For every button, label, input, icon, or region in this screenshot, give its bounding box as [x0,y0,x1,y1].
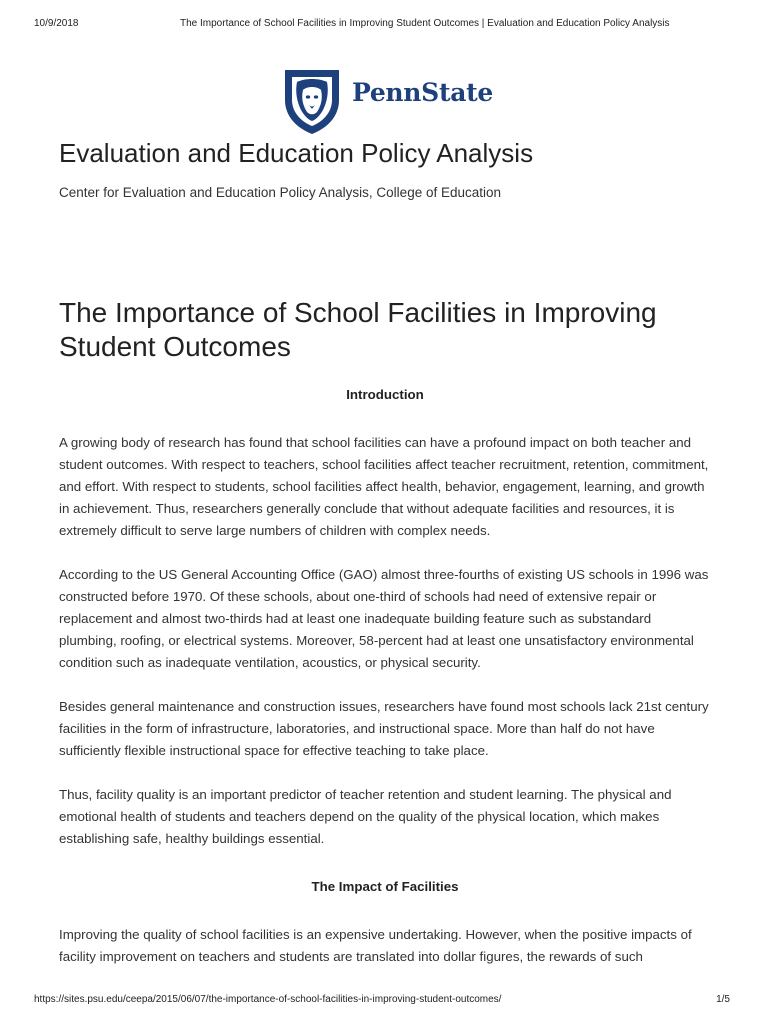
pennstate-logo[interactable] [283,68,513,136]
paragraph: Thus, facility quality is an important predictor of teacher retention and student learning. The physical and emotional health of students and teachers depend on the quality of the physical location, which makes establishing safe, healthy buildings essential. [59,787,672,846]
section-heading-impact: The Impact of Facilities [311,879,459,894]
pennstate-wordmark: PennState [352,78,493,107]
print-footer [34,994,734,1008]
article-body [59,380,711,990]
print-url: https://sites.psu.edu/ceepa/2015/06/07/the-importance-of-school-facilities-in-improving-student-outcomes/ [34,994,502,1005]
paragraph: Improving the quality of school facilities is an expensive undertaking. However, when the positive impacts of facility improvement on teachers and students are translated into dollar figures, the rewards of such [59,927,692,964]
paragraph: According to the US General Accounting Office (GAO) almost three-fourths of existing US schools in 1996 was constructed before 1970. Of these schools, about one-third of schools had need of extensive repair or replacement and almost two-thirds had at least one inadequate building feature such as substandard plumbing, roofing, or electrical systems. Moreover, 58-percent had at least one unsatisfactory environmental condition such as inadequate ventilation, acoustics, or physical security. [59,567,709,670]
section-heading-introduction: Introduction [346,387,424,402]
print-date: 10/9/2018 [34,18,79,29]
article-title: The Importance of School Facilities in Improving Student Outcomes [59,297,657,362]
paragraph: A growing body of research has found that school facilities can have a profound impact on both teacher and student outcomes. With respect to teachers, school facilities affect teacher recruitment, retention, commitment, and effort. With respect to students, school facilities affect health, behavior, engagement, learning, and growth in achievement. Thus, researchers generally conclude that without adequate facilities and resources, it is extremely difficult to serve large numbers of children with complex needs. [59,435,709,538]
paragraph: Besides general maintenance and construction issues, researchers have found most schools lack 21st century facilities in the form of infrastructure, laboratories, and instructional space. More than half do not have sufficiently flexible instructional space for effective teaching to take place. [59,699,709,758]
page-number: 1/5 [716,994,730,1005]
nittany-lion-shield-icon [283,68,341,136]
print-page-title: The Importance of School Facilities in Improving Student Outcomes | Evaluation and Education Policy Analysis [180,18,670,29]
site-title[interactable]: Evaluation and Education Policy Analysis [59,138,534,168]
print-header [34,18,734,32]
site-subtitle: Center for Evaluation and Education Policy Analysis, College of Education [59,185,502,200]
